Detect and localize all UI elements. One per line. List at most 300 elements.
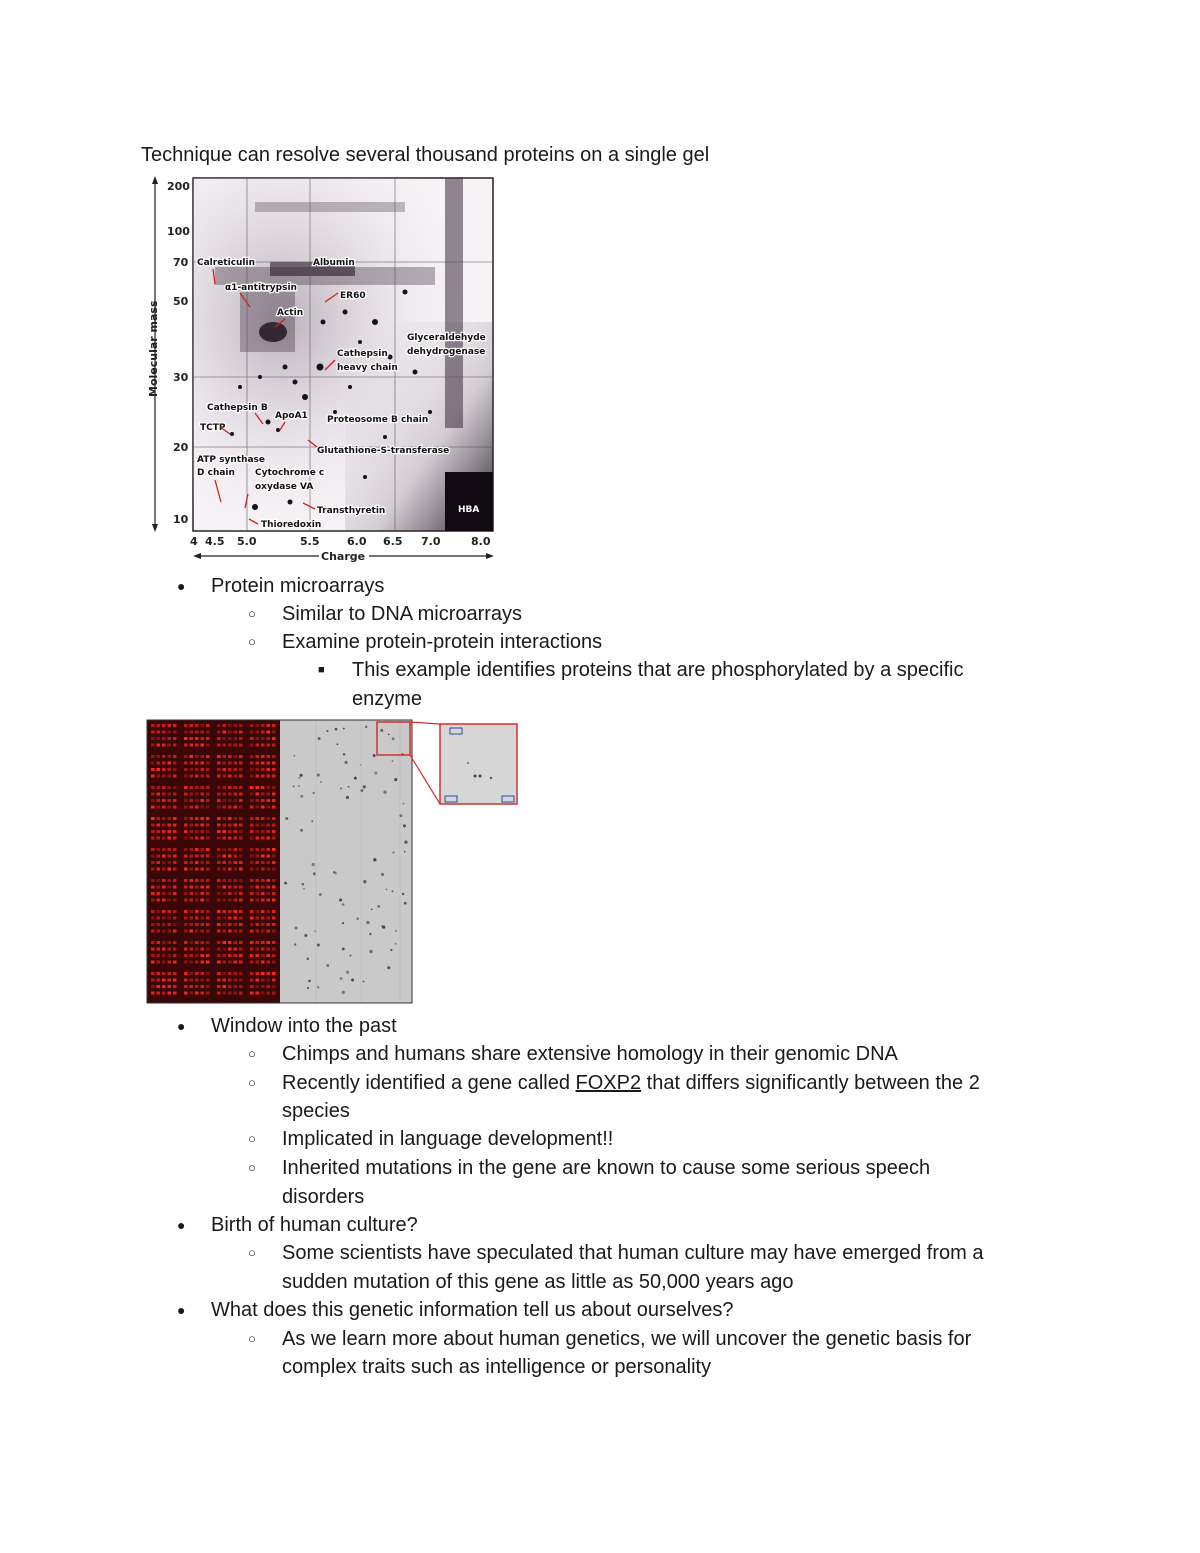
array-spot: [223, 755, 227, 758]
array-spot: [151, 817, 155, 820]
array-spot: [250, 917, 254, 920]
y-tick: 10: [173, 513, 189, 526]
array-spot: [184, 868, 188, 871]
array-spot: [256, 786, 260, 789]
array-spot: [267, 744, 271, 747]
array-spot: [261, 868, 265, 871]
array-spot: [157, 892, 161, 895]
array-spot: [195, 979, 199, 982]
array-spot: [190, 724, 194, 727]
array-spot: [317, 774, 320, 777]
array-spot: [168, 941, 172, 944]
array-spot: [250, 923, 254, 926]
array-spot: [228, 972, 232, 975]
array-spot: [267, 941, 271, 944]
array-spot: [173, 910, 177, 913]
array-spot: [151, 762, 155, 765]
array-spot: [267, 879, 271, 882]
array-spot: [234, 744, 238, 747]
array-spot: [395, 930, 397, 932]
array-spot: [256, 775, 260, 778]
array-spot: [234, 985, 238, 988]
array-spot: [250, 775, 254, 778]
array-spot: [195, 848, 199, 851]
array-spot: [250, 737, 254, 740]
array-spot: [173, 806, 177, 809]
array-spot: [239, 972, 243, 975]
array-spot: [201, 917, 205, 920]
array-spot: [250, 879, 254, 882]
array-spot: [206, 985, 210, 988]
array-spot: [261, 855, 265, 858]
array-spot: [267, 961, 271, 964]
array-spot: [151, 724, 155, 727]
array-spot: [151, 755, 155, 758]
x-tick: 7.0: [421, 535, 441, 548]
array-spot: [162, 775, 166, 778]
array-spot: [162, 786, 166, 789]
array-spot: [184, 879, 188, 882]
array-spot: [234, 724, 238, 727]
array-spot: [206, 793, 210, 796]
array-spot: [239, 793, 243, 796]
array-spot: [223, 861, 227, 864]
array-spot: [272, 992, 276, 995]
array-spot: [234, 799, 238, 802]
array-spot: [157, 899, 161, 902]
array-spot: [228, 892, 232, 895]
array-spot: [272, 837, 276, 840]
y-tick: 200: [167, 180, 190, 193]
bullet-circle: ○: [248, 1245, 256, 1260]
array-spot: [311, 820, 313, 822]
array-spot: [228, 755, 232, 758]
array-spot: [157, 848, 161, 851]
array-spot: [267, 830, 271, 833]
array-spot: [272, 744, 276, 747]
array-spot: [234, 917, 238, 920]
array-spot: [239, 762, 243, 765]
list-item: This example identifies proteins that are phosphorylated by a specific: [352, 659, 964, 681]
array-spot: [195, 879, 199, 882]
array-spot: [261, 830, 265, 833]
array-spot: [151, 855, 155, 858]
array-spot: [293, 785, 295, 787]
array-spot: [234, 910, 238, 913]
array-spot: [267, 917, 271, 920]
array-spot: [173, 954, 177, 957]
array-spot: [349, 954, 351, 956]
array-spot: [234, 793, 238, 796]
array-spot: [404, 902, 407, 905]
array-spot: [250, 848, 254, 851]
array-spot: [223, 855, 227, 858]
array-spot: [184, 724, 188, 727]
array-spot: [404, 851, 406, 853]
array-spot: [151, 879, 155, 882]
array-spot: [339, 898, 342, 901]
array-spot: [363, 880, 366, 883]
array-spot: [333, 871, 335, 873]
array-spot: [261, 910, 265, 913]
array-spot: [217, 941, 221, 944]
array-spot: [162, 737, 166, 740]
array-spot: [184, 762, 188, 765]
array-spot: [184, 948, 188, 951]
array-spot: [239, 930, 243, 933]
array-spot: [239, 917, 243, 920]
array-spot: [381, 873, 384, 876]
array-spot: [217, 868, 221, 871]
array-spot: [190, 972, 194, 975]
array-spot: [206, 724, 210, 727]
array-spot: [162, 979, 166, 982]
array-spot: [250, 724, 254, 727]
array-spot: [326, 730, 328, 732]
array-spot: [168, 923, 172, 926]
array-spot: [201, 768, 205, 771]
array-spot: [190, 879, 194, 882]
array-spot: [201, 775, 205, 778]
array-spot: [184, 775, 188, 778]
array-spot: [356, 917, 359, 920]
array-spot: [256, 824, 260, 827]
array-spot: [234, 817, 238, 820]
array-spot: [373, 858, 376, 861]
array-spot: [168, 762, 172, 765]
y-tick: 100: [167, 225, 190, 238]
label-oxydase: oxydase VA: [255, 482, 314, 492]
array-spot: [272, 737, 276, 740]
array-spot: [239, 879, 243, 882]
array-spot: [272, 731, 276, 734]
array-spot: [303, 888, 305, 890]
array-spot: [239, 731, 243, 734]
array-spot: [298, 777, 300, 779]
array-spot: [206, 954, 210, 957]
array-spot: [272, 985, 276, 988]
array-spot: [173, 793, 177, 796]
array-spot: [228, 923, 232, 926]
array-spot: [157, 861, 161, 864]
array-spot: [267, 972, 271, 975]
array-spot: [206, 830, 210, 833]
array-spot: [366, 921, 369, 924]
array-spot: [168, 786, 172, 789]
array-spot: [184, 799, 188, 802]
gel-svg: [145, 172, 505, 567]
array-spot: [234, 886, 238, 889]
array-spot: [272, 948, 276, 951]
array-spot: [234, 861, 238, 864]
array-spot: [256, 910, 260, 913]
array-spot: [157, 724, 161, 727]
array-spot: [157, 972, 161, 975]
array-spot: [261, 755, 265, 758]
array-spot: [190, 992, 194, 995]
array-spot: [272, 775, 276, 778]
array-spot: [162, 837, 166, 840]
array-spot: [228, 879, 232, 882]
bullet-circle: ○: [248, 1331, 256, 1346]
array-spot: [190, 793, 194, 796]
array-spot: [168, 930, 172, 933]
array-spot: [168, 886, 172, 889]
array-spot: [184, 941, 188, 944]
array-spot: [201, 868, 205, 871]
array-spot: [206, 762, 210, 765]
array-spot: [173, 868, 177, 871]
array-spot: [388, 734, 390, 736]
array-spot: [162, 892, 166, 895]
array-spot: [157, 786, 161, 789]
array-spot: [206, 930, 210, 933]
list-item: Some scientists have speculated that human culture may have emerged from a: [282, 1242, 984, 1264]
array-spot: [365, 726, 367, 728]
array-spot: [168, 724, 172, 727]
x-tick: 8.0: [471, 535, 491, 548]
array-spot: [184, 930, 188, 933]
array-spot: [184, 910, 188, 913]
array-spot: [234, 768, 238, 771]
array-spot: [184, 755, 188, 758]
array-spot: [343, 753, 345, 755]
array-spot: [256, 886, 260, 889]
array-spot: [195, 799, 199, 802]
array-spot: [173, 886, 177, 889]
array-spot: [184, 848, 188, 851]
array-spot: [195, 954, 199, 957]
array-spot: [195, 892, 199, 895]
array-spot: [217, 755, 221, 758]
array-spot: [151, 868, 155, 871]
array-spot: [256, 762, 260, 765]
array-spot: [151, 985, 155, 988]
array-spot: [173, 948, 177, 951]
label-actin: Actin: [277, 308, 304, 318]
array-spot: [223, 979, 227, 982]
list-item: Implicated in language development!!: [282, 1128, 614, 1150]
array-spot: [173, 824, 177, 827]
array-spot: [386, 889, 388, 891]
array-spot: [256, 755, 260, 758]
array-spot: [261, 737, 265, 740]
array-spot: [223, 972, 227, 975]
array-spot: [223, 948, 227, 951]
array-spot: [184, 899, 188, 902]
array-spot: [261, 879, 265, 882]
array-spot: [261, 793, 265, 796]
array-spot: [256, 992, 260, 995]
array-spot: [228, 737, 232, 740]
array-spot: [250, 817, 254, 820]
array-spot: [300, 795, 303, 798]
array-spot: [380, 729, 383, 732]
array-spot: [157, 775, 161, 778]
array-spot: [250, 855, 254, 858]
array-spot: [190, 755, 194, 758]
array-spot: [228, 799, 232, 802]
list-item: [282, 1070, 980, 1096]
array-spot: [298, 785, 300, 787]
array-spot: [157, 817, 161, 820]
array-spot: [250, 786, 254, 789]
array-spot: [173, 786, 177, 789]
array-spot: [234, 855, 238, 858]
array-spot: [377, 905, 379, 907]
array-spot: [151, 837, 155, 840]
foxp2-link[interactable]: FOXP2: [575, 1072, 642, 1094]
array-spot: [261, 775, 265, 778]
array-spot: [217, 762, 221, 765]
array-spot: [206, 837, 210, 840]
array-spot: [201, 961, 205, 964]
array-spot: [206, 817, 210, 820]
array-spot: [228, 724, 232, 727]
label-d-chain: D chain: [197, 468, 235, 478]
array-spot: [184, 830, 188, 833]
array-spot: [168, 892, 172, 895]
array-spot: [173, 762, 177, 765]
array-spot: [256, 917, 260, 920]
array-spot: [272, 806, 276, 809]
array-spot: [313, 872, 316, 875]
array-spot: [272, 979, 276, 982]
array-spot: [250, 768, 254, 771]
array-spot: [195, 923, 199, 926]
array-spot: [168, 861, 172, 864]
array-spot: [157, 985, 161, 988]
array-spot: [256, 972, 260, 975]
array-spot: [157, 941, 161, 944]
array-spot: [267, 806, 271, 809]
array-spot: [223, 917, 227, 920]
array-spot: [234, 868, 238, 871]
array-spot: [190, 744, 194, 747]
label-atp-synthase: ATP synthase: [197, 455, 266, 465]
array-spot: [295, 927, 298, 930]
array-spot: [392, 851, 394, 853]
array-spot: [317, 944, 320, 947]
array-spot: [267, 848, 271, 851]
array-spot: [312, 863, 315, 866]
array-spot: [234, 899, 238, 902]
x-tick: 5.5: [300, 535, 320, 548]
label-transthyretin: Transthyretin: [317, 506, 386, 516]
array-spot: [256, 868, 260, 871]
array-spot: [228, 985, 232, 988]
array-spot: [234, 992, 238, 995]
microarray-svg: [145, 718, 525, 1008]
array-spot: [261, 979, 265, 982]
array-spot: [348, 786, 350, 788]
array-spot: [223, 879, 227, 882]
array-spot: [195, 985, 199, 988]
array-spot: [228, 961, 232, 964]
array-spot: [234, 830, 238, 833]
array-spot: [342, 948, 345, 951]
array-spot: [239, 941, 243, 944]
array-spot: [223, 737, 227, 740]
array-spot: [157, 879, 161, 882]
label-hba: HBA: [458, 505, 480, 515]
array-spot: [190, 961, 194, 964]
array-spot: [168, 837, 172, 840]
array-spot: [261, 744, 265, 747]
array-spot: [173, 985, 177, 988]
array-spot: [272, 910, 276, 913]
array-spot: [151, 848, 155, 851]
array-spot: [267, 799, 271, 802]
bullet-dot: ●: [177, 1302, 186, 1318]
array-spot: [184, 861, 188, 864]
array-spot: [206, 910, 210, 913]
label-antitrypsin: α1-antitrypsin: [225, 283, 297, 293]
array-spot: [206, 972, 210, 975]
array-spot: [307, 987, 309, 989]
array-spot: [256, 954, 260, 957]
array-spot: [250, 910, 254, 913]
array-spot: [195, 837, 199, 840]
array-spot: [217, 910, 221, 913]
array-spot: [239, 830, 243, 833]
array-spot: [173, 848, 177, 851]
array-spot: [168, 855, 172, 858]
array-spot: [342, 991, 345, 994]
array-spot: [392, 890, 394, 892]
array-spot: [201, 972, 205, 975]
array-spot: [250, 830, 254, 833]
array-spot: [206, 731, 210, 734]
array-spot: [239, 868, 243, 871]
array-spot: [351, 978, 354, 981]
array-spot: [162, 930, 166, 933]
array-spot: [195, 806, 199, 809]
array-spot: [201, 837, 205, 840]
array-spot: [223, 899, 227, 902]
array-spot: [190, 930, 194, 933]
array-spot: [318, 737, 321, 740]
array-spot: [223, 775, 227, 778]
array-spot: [234, 848, 238, 851]
array-spot: [383, 791, 386, 794]
array-spot: [223, 793, 227, 796]
array-spot: [261, 768, 265, 771]
array-spot: [261, 837, 265, 840]
list-item: Chimps and humans share extensive homology in their genomic DNA: [282, 1043, 898, 1065]
bullet-dot: ●: [177, 578, 186, 594]
array-spot: [272, 972, 276, 975]
array-spot: [206, 824, 210, 827]
array-spot: [190, 817, 194, 820]
array-spot: [272, 954, 276, 957]
array-spot: [239, 775, 243, 778]
array-spot: [267, 930, 271, 933]
array-spot: [184, 917, 188, 920]
array-spot: [151, 948, 155, 951]
array-spot: [272, 899, 276, 902]
array-spot: [256, 941, 260, 944]
array-spot: [157, 806, 161, 809]
array-spot: [250, 744, 254, 747]
bullet-circle: ○: [248, 1046, 256, 1061]
array-spot: [151, 824, 155, 827]
array-spot: [195, 992, 199, 995]
array-spot: [151, 731, 155, 734]
array-spot: [234, 961, 238, 964]
array-spot: [190, 762, 194, 765]
label-proteosome: Proteosome B chain: [327, 415, 429, 425]
